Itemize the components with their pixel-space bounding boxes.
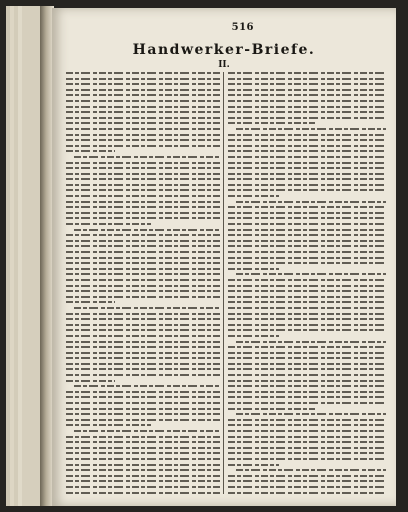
text-line: [66, 78, 220, 80]
text-line: [66, 257, 220, 259]
text-line: [236, 273, 386, 275]
text-line: [66, 475, 220, 477]
text-line: [228, 89, 386, 91]
text-line: [228, 145, 386, 147]
text-line: [66, 296, 220, 298]
text-line: [66, 178, 220, 180]
text-line: [228, 285, 386, 287]
text-line: [74, 307, 220, 309]
text-line: [66, 391, 220, 393]
text-line: [66, 223, 151, 225]
text-line: [66, 368, 220, 370]
text-line: [228, 492, 386, 494]
text-line: [66, 374, 220, 376]
text-line: [228, 234, 386, 236]
text-line: [228, 436, 386, 438]
text-line: [228, 363, 386, 365]
text-line: [228, 189, 386, 191]
text-line: [236, 469, 386, 471]
text-line: [66, 279, 220, 281]
text-line: [66, 441, 220, 443]
text-line: [66, 363, 220, 365]
text-line: [228, 313, 386, 315]
text-line: [228, 78, 386, 80]
text-line: [66, 134, 220, 136]
text-line: [236, 201, 386, 203]
text-line: [228, 335, 279, 337]
text-line: [228, 486, 386, 488]
text-line: [228, 408, 315, 410]
text-line: [228, 94, 386, 96]
text-line: [228, 301, 386, 303]
text-line: [66, 201, 220, 203]
text-line: [66, 100, 220, 102]
text-line: [66, 408, 220, 410]
text-line: [228, 357, 386, 359]
text-line: [66, 262, 220, 264]
text-line: [228, 257, 386, 259]
text-column-left: [66, 72, 220, 496]
text-line: [66, 206, 220, 208]
text-line: [66, 117, 220, 119]
column-rule: [223, 72, 224, 494]
text-line: [66, 452, 220, 454]
text-line: [66, 380, 115, 382]
text-line: [228, 206, 386, 208]
text-line: [66, 492, 220, 494]
text-line: [228, 229, 386, 231]
text-line: [228, 296, 386, 298]
text-line: [66, 195, 220, 197]
text-line: [228, 83, 386, 85]
text-line: [66, 285, 220, 287]
text-line: [66, 89, 220, 91]
text-line: [66, 212, 220, 214]
text-line: [228, 240, 386, 242]
text-line: [236, 341, 386, 343]
text-line: [66, 94, 220, 96]
text-line: [228, 447, 386, 449]
text-line: [66, 145, 220, 147]
page-number: 516: [231, 22, 254, 33]
text-line: [66, 184, 220, 186]
text-line: [66, 480, 220, 482]
text-line: [228, 106, 386, 108]
text-line: [66, 413, 220, 415]
text-line: [66, 447, 220, 449]
text-line: [66, 486, 220, 488]
text-line: [228, 290, 386, 292]
text-line: [66, 396, 220, 398]
text-line: [228, 184, 386, 186]
text-line: [228, 480, 386, 482]
text-line: [66, 122, 220, 124]
page-title: Handwerker-Briefe.: [132, 42, 316, 58]
text-line: [66, 245, 220, 247]
text-line: [66, 436, 220, 438]
text-line: [228, 72, 386, 74]
text-line: [228, 368, 386, 370]
book-page: [52, 8, 396, 506]
text-column-right: [228, 72, 386, 496]
text-line: [74, 430, 220, 432]
text-line: [228, 452, 386, 454]
text-line: [228, 162, 386, 164]
text-line: [66, 335, 220, 337]
text-line: [228, 223, 386, 225]
text-line: [228, 178, 386, 180]
text-line: [66, 240, 220, 242]
text-line: [66, 469, 220, 471]
text-line: [74, 156, 220, 158]
text-line: [228, 251, 386, 253]
text-line: [66, 357, 220, 359]
text-line: [228, 100, 386, 102]
text-line: [66, 173, 220, 175]
text-line: [66, 150, 115, 152]
text-line: [228, 430, 386, 432]
text-line: [228, 396, 386, 398]
text-line: [228, 374, 386, 376]
text-line: [66, 318, 220, 320]
section-number: II.: [218, 60, 230, 70]
text-line: [228, 391, 386, 393]
text-line: [228, 167, 386, 169]
text-line: [66, 352, 220, 354]
text-line: [228, 458, 386, 460]
text-line: [228, 117, 386, 119]
text-line: [66, 313, 220, 315]
text-line: [228, 402, 386, 404]
text-line: [66, 106, 220, 108]
text-line: [228, 419, 386, 421]
text-line: [228, 324, 386, 326]
text-line: [236, 128, 386, 130]
text-line: [228, 441, 386, 443]
text-line: [66, 329, 220, 331]
text-line: [228, 122, 315, 124]
text-line: [228, 150, 386, 152]
text-line: [66, 346, 220, 348]
text-line: [74, 229, 220, 231]
text-line: [66, 424, 151, 426]
text-line: [66, 128, 220, 130]
text-line: [74, 385, 220, 387]
text-line: [228, 173, 386, 175]
text-line: [228, 307, 386, 309]
text-line: [66, 139, 220, 141]
text-line: [228, 279, 386, 281]
text-line: [228, 475, 386, 477]
text-line: [228, 245, 386, 247]
text-line: [228, 139, 386, 141]
text-line: [66, 167, 220, 169]
text-line: [228, 134, 386, 136]
text-line: [66, 301, 115, 303]
text-line: [66, 464, 220, 466]
text-line: [66, 341, 220, 343]
text-line: [66, 83, 220, 85]
text-line: [228, 329, 386, 331]
text-line: [228, 380, 386, 382]
text-line: [228, 268, 279, 270]
text-line: [66, 251, 220, 253]
text-line: [228, 318, 386, 320]
text-line: [228, 352, 386, 354]
text-line: [228, 217, 386, 219]
text-line: [66, 111, 220, 113]
text-line: [228, 385, 386, 387]
text-line: [66, 273, 220, 275]
text-line: [228, 212, 386, 214]
running-header: [66, 22, 386, 36]
text-line: [66, 268, 220, 270]
text-line: [228, 195, 279, 197]
text-line: [228, 262, 386, 264]
text-line: [66, 162, 220, 164]
text-line: [228, 424, 386, 426]
text-line: [66, 402, 220, 404]
text-line: [66, 419, 220, 421]
text-line: [66, 290, 220, 292]
text-line: [228, 346, 386, 348]
text-line: [66, 234, 220, 236]
text-line: [66, 458, 220, 460]
text-line: [228, 111, 386, 113]
text-line: [228, 464, 279, 466]
text-line: [228, 156, 386, 158]
text-line: [66, 324, 220, 326]
text-line: [66, 72, 220, 74]
text-line: [236, 413, 386, 415]
text-line: [66, 217, 220, 219]
text-line: [66, 189, 220, 191]
